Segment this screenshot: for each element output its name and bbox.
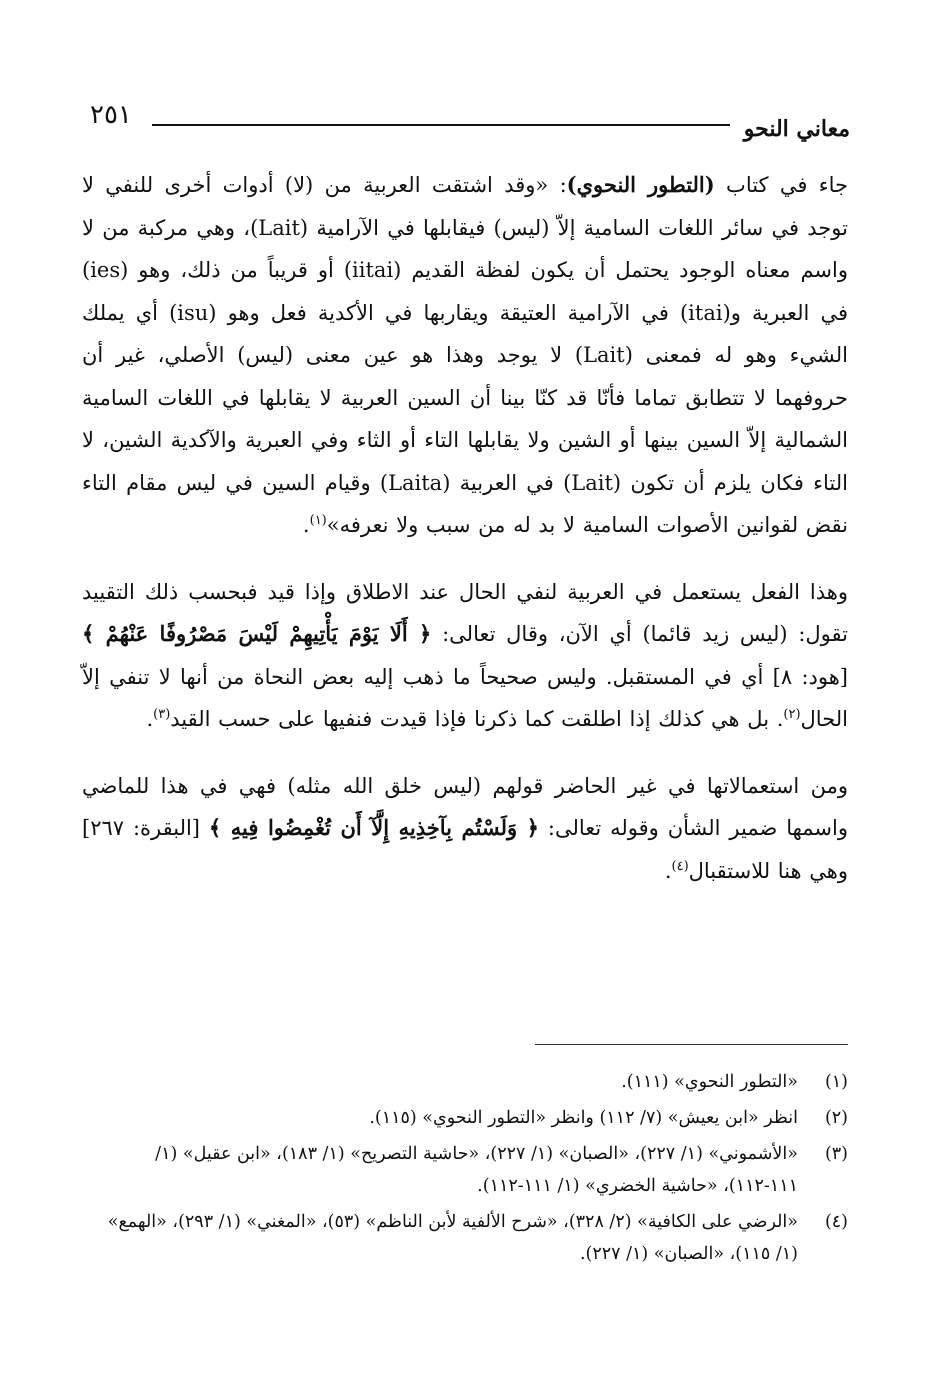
page-number: ٢٥١ [90, 100, 132, 130]
header-rule [152, 124, 730, 126]
quran-verse-hud: ﴿ أَلَا يَوْمَ يَأْتِيهِمْ لَيْسَ مَصْرُوفًا عَنْهُمْ ﴾ [82, 621, 432, 646]
running-title: معاني النحو [743, 116, 850, 142]
footnote-2 [82, 1102, 848, 1134]
paragraph-1 [82, 164, 848, 547]
footnote-separator [535, 1044, 848, 1045]
footnote-number: (٤) [824, 1212, 848, 1232]
footnote-number: (١) [824, 1072, 848, 1092]
paragraph-3-end: . [664, 858, 672, 883]
paragraph-3-text-a: ومن استعمالاتها في غير الحاضر قولهم (ليس خلق الله مثله) فهي في هذا للماضي واسمها ضمير الشأن وقوله تعالى: [82, 773, 849, 840]
footnote-number: (٢) [824, 1108, 848, 1128]
footnote-ref-1[interactable]: (١) [309, 513, 327, 528]
book-title: (التطور النحوي) [566, 172, 715, 197]
main-text [82, 164, 848, 892]
paragraph-2-end: . [146, 707, 154, 731]
footnote-text: انظر «ابن يعيش» (٧/ ١١٢) وانظر «التطور النحوي» (١١٥). [369, 1108, 798, 1128]
paragraph-1-text-a: جاء في كتاب [714, 173, 849, 197]
paragraph-3-text-b: [البقرة: ٢٦٧] وهي هنا للاستقبال [82, 816, 848, 883]
paragraph-2-text-b: [هود: ٨] أي في المستقبل. وليس صحيحاً ما ذهب إليه بعض النحاة من أنها لا تنفي إلاّ الحال [82, 664, 848, 731]
paragraph-2 [82, 571, 848, 741]
footnote-ref-3[interactable]: (٣) [153, 707, 171, 722]
footnote-1 [82, 1066, 848, 1098]
paragraph-1-end: . [302, 513, 310, 537]
footnote-text: «التطور النحوي» (١١١). [621, 1072, 798, 1092]
page-header [90, 100, 850, 150]
footnote-ref-4[interactable]: (٤) [671, 858, 689, 874]
footnote-text: «الرضي على الكافية» (٢/ ٣٢٨)، «شرح الألفية لأبن الناظم» (٥٣)، «المغني» (١/ ٢٩٣)، «الهمع» (١/ ١١٥)، «الصبان» (١/ ٢٢٧). [107, 1212, 798, 1264]
footnote-4 [82, 1206, 848, 1270]
footnotes [82, 1066, 848, 1274]
footnote-text: «الأشموني» (١/ ٢٢٧)، «الصبان» (١/ ٢٢٧)، «حاشية التصريح» (١/ ١٨٣)، «ابن عقيل» (١/ ١١١-١١٢)، «حاشية الخضري» (١/ ١١١-١١٢). [155, 1144, 798, 1196]
footnote-ref-2[interactable]: (٢) [783, 707, 801, 722]
paragraph-3 [82, 765, 848, 893]
paragraph-2-text-a: وهذا الفعل يستعمل في العربية لنفي الحال عند الاطلاق وإذا قيد فبحسب ذلك التقييد تقول: (ليس زيد قائما) أي الآن، وقال تعالى: [82, 579, 849, 646]
paragraph-1-text-c: : «وقد اشتقت العربية من (لا) أدوات أخرى للنفي لا توجد في سائر اللغات السامية إلاّ (ليس) فيقابلها في الآرامية (Lait)، وهي مركبة من لا واسم معناه الوجود يحتمل أن يكون لفظة القديم (iitai) أو قريباً من ذلك، وهو (ies) في العبرية و(itai) في الآرامية العتيقة ويقاربها في الأكدية فعل وهو (isu) أي يملك الشيء وهو له فمعنى (Lait) لا يوجد وهذا هو عين معنى (ليس) الأصلي، غير أن حروفهما لا تتطابق تماما فأنّا قد كنّا بينا أن السين العربية لا يقابلها في اللغات السامية الشمالية إلاّ السين بينها أو الشين ولا يقابلها التاء أو الثاء وفي العبرية والآكدية الشين، لا التاء فكان يلزم أن تكون (Lait) في العربية (Laita) وقيام السين في ليس مقام التاء نقض لقوانين الأصوات السامية لا بد له من سبب ولا نعرفه» [82, 173, 849, 537]
paragraph-2-text-c: . بل هي كذلك إذا اطلقت كما ذكرنا فإذا قيدت فنفيها على حسب القيد [170, 707, 784, 731]
footnote-number: (٣) [824, 1144, 848, 1164]
quran-verse-baqara: ﴿ وَلَسْتُم بِآخِذِيهِ إِلَّآ أَن تُغْمِضُوا فِيهِ ﴾ [208, 815, 539, 840]
footnote-3 [82, 1138, 848, 1202]
